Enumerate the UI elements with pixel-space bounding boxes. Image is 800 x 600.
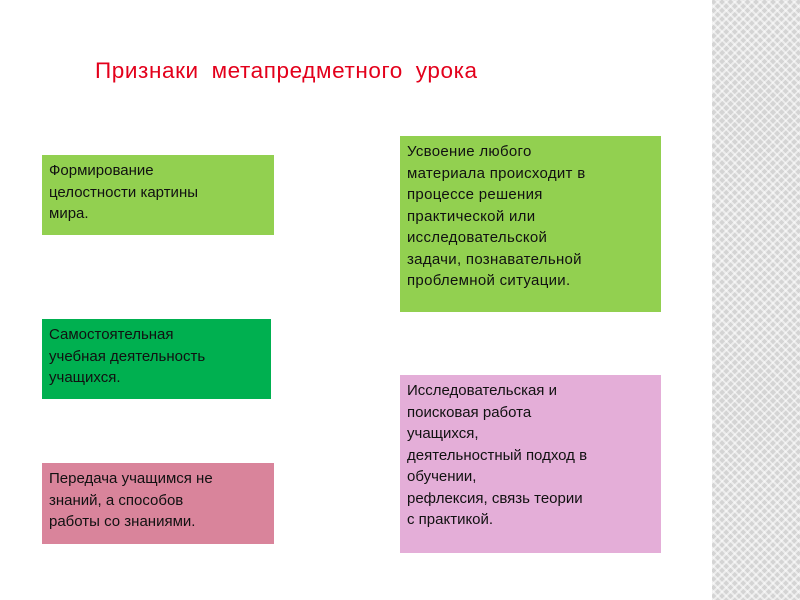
feature-box-worldview: Формирование целостности картины мира. (42, 155, 274, 235)
feature-box-research-work: Исследовательская и поисковая работа учащихся, деятельностный подход в обучении, рефлексия, связь теории с практикой. (400, 375, 661, 553)
slide-title: Признаки метапредметного урока (95, 58, 478, 83)
feature-box-methods-transfer: Передача учащимся не знаний, а способов работы со знаниями. (42, 463, 274, 544)
feature-box-problem-solving: Усвоение любого материала происходит в процессе решения практической или исследовательской задачи, познавательной проблемной ситуации. (400, 136, 661, 312)
feature-box-independent-activity: Самостоятельная учебная деятельность учащихся. (42, 319, 271, 399)
decorative-side-stripe (712, 0, 800, 600)
